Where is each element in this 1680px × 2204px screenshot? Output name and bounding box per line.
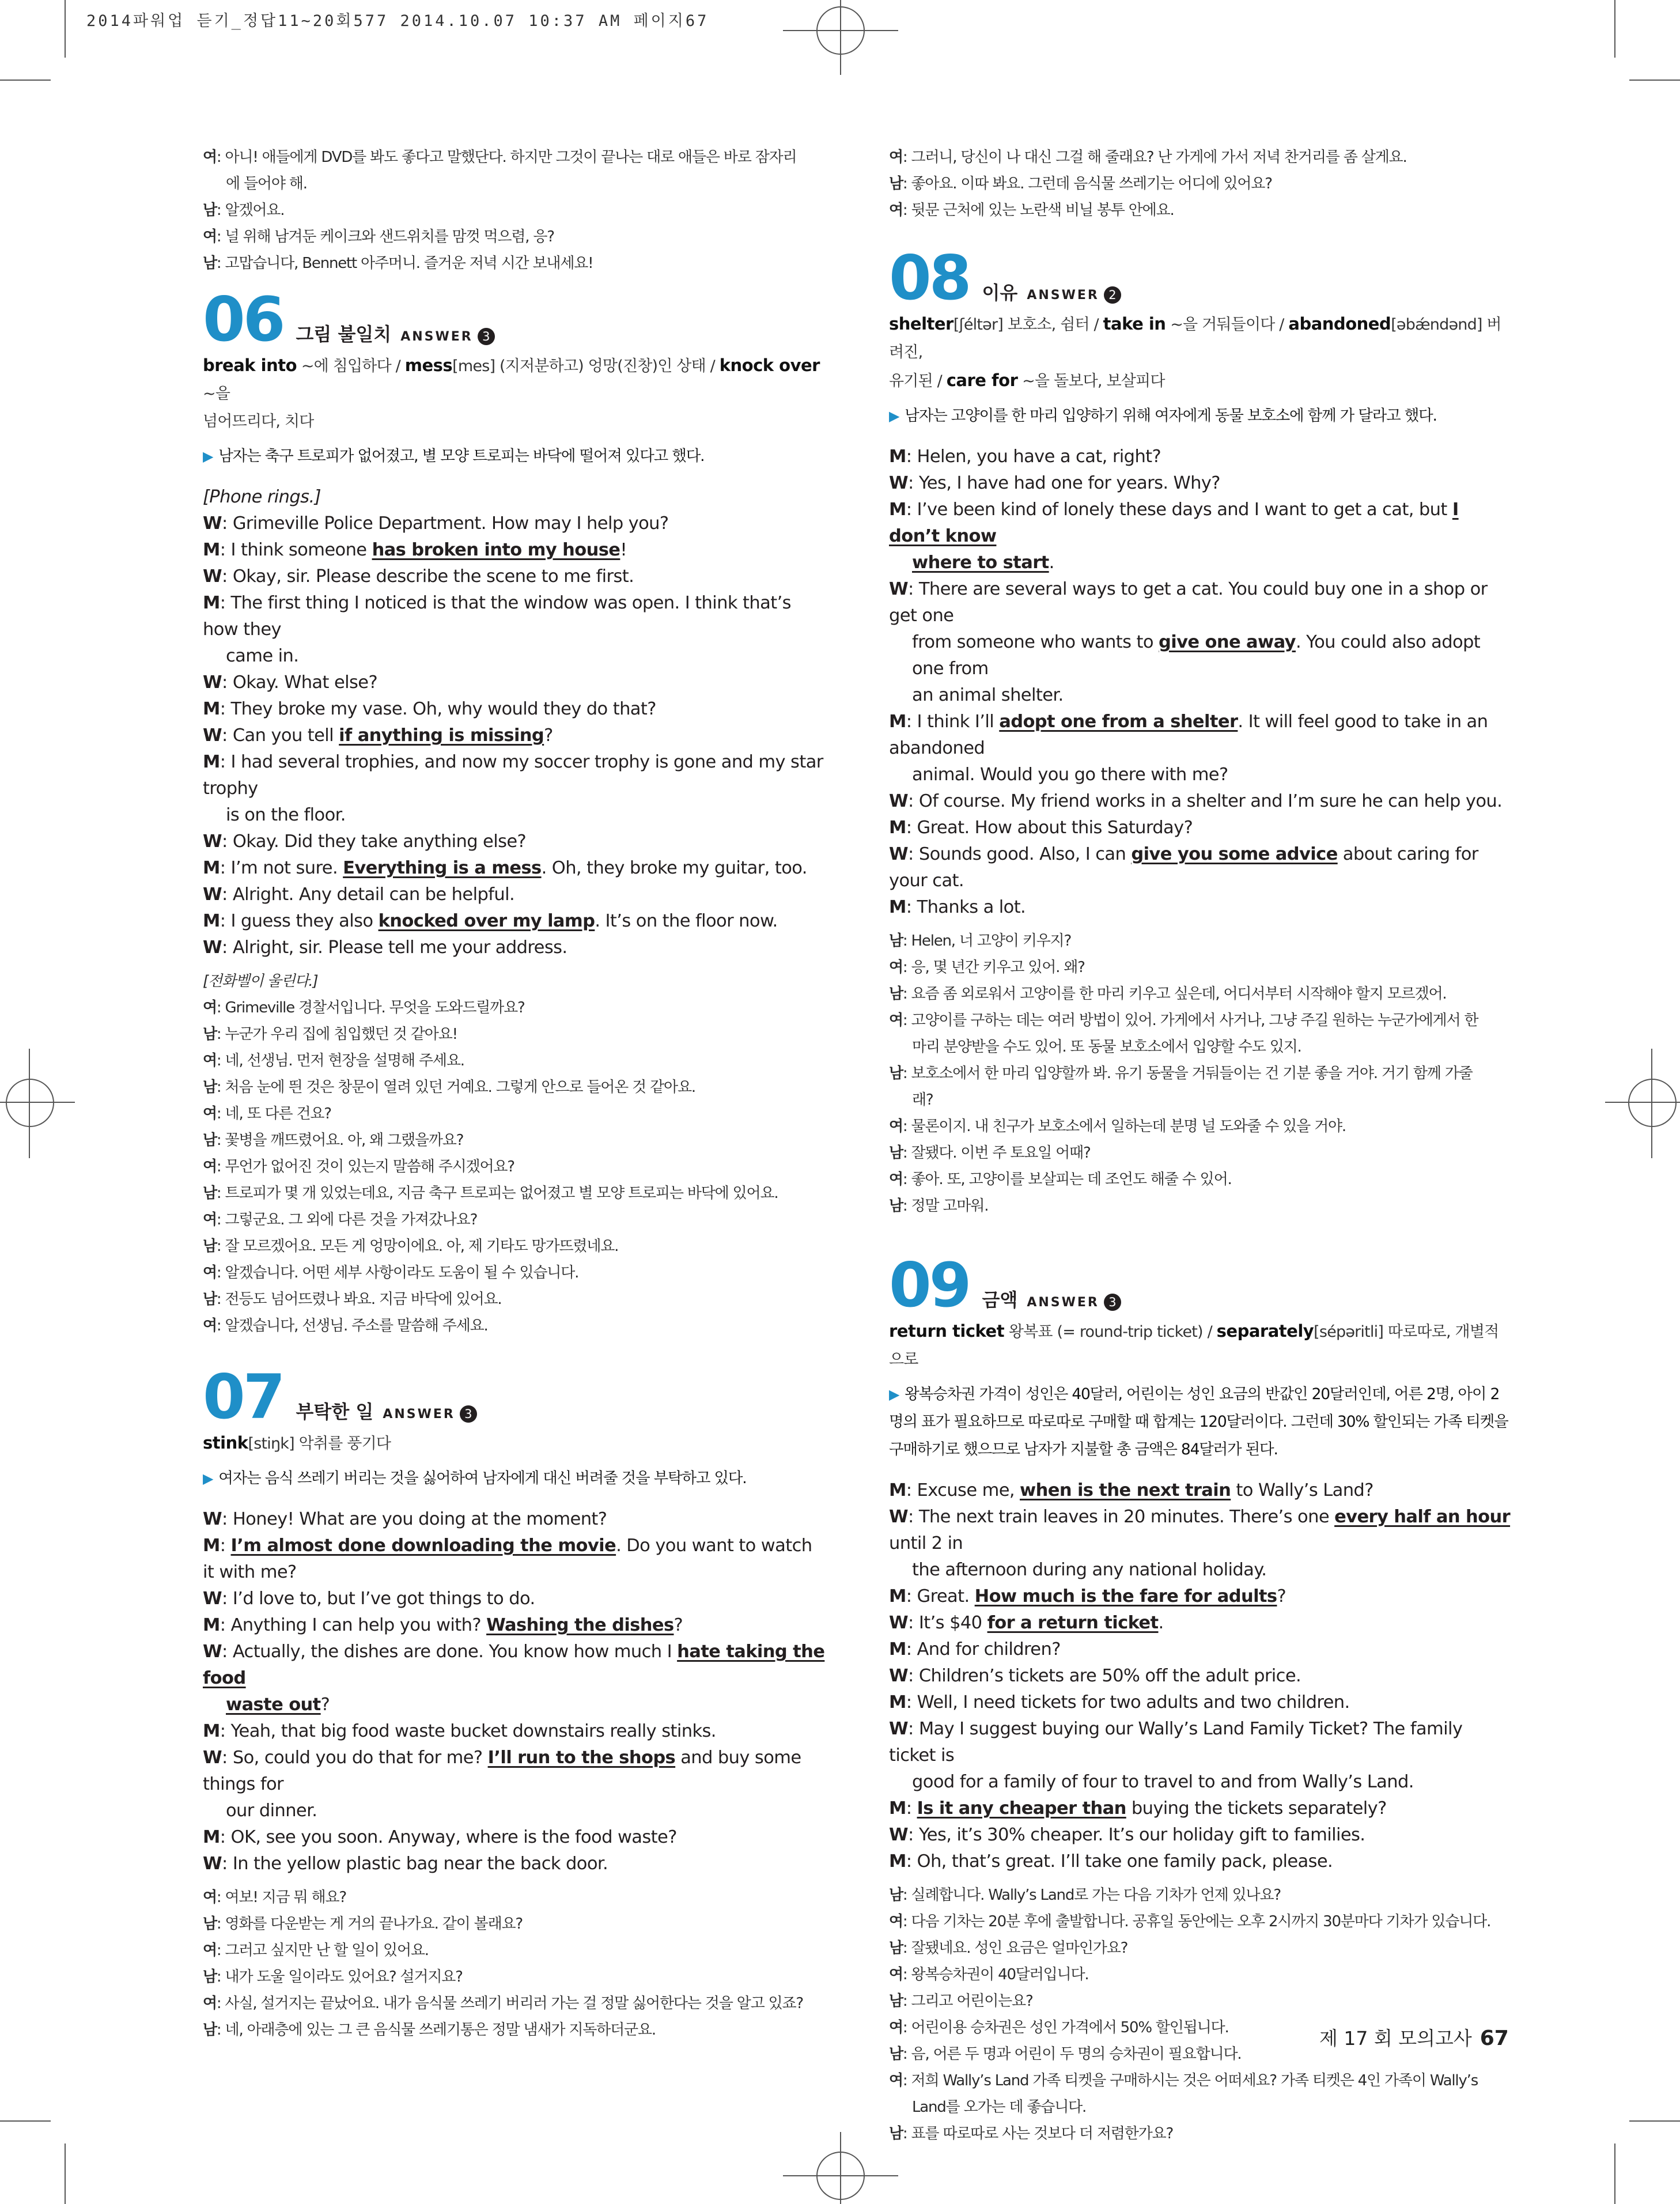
dialogue-line: W: Actually, the dishes are done. You know how much I hate taking the food <box>203 1642 825 1688</box>
speaker-label: W <box>889 473 909 493</box>
korean-line: 에 들어야 해. <box>226 175 307 192</box>
answer-blank: every half an hour <box>1334 1507 1511 1527</box>
speaker-label: W <box>203 1748 222 1768</box>
speaker-label: W <box>203 884 222 905</box>
speaker-label: 남 <box>889 2046 903 2063</box>
korean-line: 여: Grimeville 경찰서입니다. 무엇을 도와드릴까요? <box>203 999 525 1016</box>
speaker-label: 남 <box>203 1968 217 1986</box>
speaker-label: M <box>203 699 220 719</box>
korean-line: 여: 아니! 애들에게 DVD를 봐도 좋다고 말했단다. 하지만 그것이 끝나는 대로 애들은 바로 잠자리 <box>203 149 797 166</box>
triangle-icon: ▶ <box>203 1470 213 1487</box>
speaker-label: 여 <box>889 959 903 976</box>
dialogue-line: good for a family of four to travel to and from Wally’s Land. <box>912 1772 1414 1792</box>
vocab-definition: 왕복표 (= round-trip ticket) / <box>1004 1323 1217 1341</box>
speaker-label: W <box>203 672 222 693</box>
question-title: 금액 <box>982 1289 1018 1311</box>
korean-line: 여: 응, 몇 년간 키우고 있어. 왜? <box>889 959 1085 976</box>
q07-summary <box>203 1465 825 1492</box>
speaker-label: 남 <box>203 1185 217 1202</box>
answer-badge: 3 <box>478 328 495 345</box>
speaker-label: M <box>889 1851 906 1872</box>
dialogue-line: W: The next train leaves in 20 minutes. There’s one every half an hour until 2 in <box>889 1507 1511 1553</box>
vocab-definition: ~을 거둬들이다 / <box>1166 316 1289 334</box>
dialogue-line: W: May I suggest buying our Wally’s Land Family Ticket? The family ticket is <box>889 1719 1463 1766</box>
q06-summary <box>203 443 825 470</box>
speaker-label: 여 <box>203 1211 217 1228</box>
speaker-label: 남 <box>203 2021 217 2039</box>
speaker-label: 남 <box>889 1940 903 1957</box>
korean-line: 여: 다음 기차는 20분 후에 출발합니다. 공휴일 동안에는 오후 2시까지 30분마다 기차가 있습니다. <box>889 1913 1491 1930</box>
korean-line: 남: 음, 어른 두 명과 어린이 두 명의 승차권이 필요합니다. <box>889 2046 1242 2063</box>
dialogue-line: waste out? <box>226 1695 330 1715</box>
dialogue-line: M: Is it any cheaper than buying the tickets separately? <box>889 1798 1387 1819</box>
q07-dialogue-korean <box>203 1884 825 2043</box>
speaker-label: W <box>889 1613 909 1633</box>
dialogue-line: M: I think I’ll adopt one from a shelter. It will feel good to take in an abandoned <box>889 712 1488 758</box>
question-title: 이유 <box>982 282 1018 304</box>
korean-line: 남: 내가 도울 일이라도 있어요? 설거지요? <box>203 1968 463 1986</box>
q06-heading <box>203 284 825 355</box>
dialogue-line: M: I had several trophies, and now my soccer trophy is gone and my star trophy <box>203 752 823 799</box>
answer-badge: 3 <box>1104 1294 1121 1311</box>
question-number: 09 <box>889 1250 970 1321</box>
dialogue-line: M: Great. How much is the fare for adults? <box>889 1586 1287 1606</box>
speaker-label: 여 <box>889 1913 903 1930</box>
speaker-label: W <box>203 1509 222 1529</box>
korean-line: 여: 알겠습니다. 어떤 세부 사항이라도 도움이 될 수 있습니다. <box>203 1264 579 1281</box>
q09-summary <box>889 1381 1511 1464</box>
speaker-label: M <box>889 1586 906 1606</box>
summary-text: 남자는 축구 트로피가 없어졌고, 별 모양 트로피는 바닥에 떨어져 있다고 했다. <box>218 447 705 465</box>
speaker-label: 여 <box>203 1105 217 1122</box>
korean-line: 여: 그러니, 당신이 나 대신 그걸 해 줄래요? 난 가게에 가서 저녁 찬거리를 좀 살게요. <box>889 149 1407 166</box>
q09-dialogue-english <box>889 1477 1511 1875</box>
vocab-term: stink <box>203 1433 248 1453</box>
korean-line: 남: 정말 고마워. <box>889 1197 989 1215</box>
speaker-label: M <box>889 447 906 467</box>
korean-line: 여: 왕복승차권이 40달러입니다. <box>889 1966 1089 1983</box>
speaker-label: M <box>203 1827 220 1847</box>
q07-vocabulary <box>203 1429 825 1458</box>
korean-line: 남: 잘됐다. 이번 주 토요일 어때? <box>889 1144 1091 1162</box>
dialogue-line: M: They broke my vase. Oh, why would they do that? <box>203 699 656 719</box>
korean-line: 남: 트로피가 몇 개 있었는데요, 지금 축구 트로피는 없어졌고 별 모양 트로피는 바닥에 있어요. <box>203 1185 778 1202</box>
dialogue-line: W: So, could you do that for me? I’ll run to the shops and buy some things for <box>203 1748 801 1794</box>
speaker-label: 여 <box>203 999 217 1016</box>
korean-stage-direction: [전화벨이 울린다.] <box>203 973 318 990</box>
stage-direction: [Phone rings.] <box>203 487 321 507</box>
dialogue-line: an animal shelter. <box>912 685 1064 705</box>
speaker-label: W <box>889 1825 909 1845</box>
speaker-label: 여 <box>203 1942 217 1959</box>
korean-line: 남: 꽃병을 깨뜨렸어요. 아, 왜 그랬을까요? <box>203 1132 464 1149</box>
dialogue-line: W: Of course. My friend works in a shelter and I’m sure he can help you. <box>889 791 1503 811</box>
speaker-label: 남 <box>889 932 903 950</box>
vocab-definition: ~을 <box>203 385 230 403</box>
answer-blank: if anything is missing <box>339 725 544 746</box>
speaker-label: 여 <box>889 1118 903 1135</box>
answer-blank: Washing the dishes <box>486 1615 674 1635</box>
korean-line: 남: 요즘 좀 외로워서 고양이를 한 마리 키우고 싶은데, 어디서부터 시작해야 할지 모르겠어. <box>889 985 1447 1003</box>
vocab-definition: [əbǽndənd] 버려진, <box>889 316 1501 361</box>
q06-vocabulary-cont: 넘어뜨리다, 치다 <box>203 413 314 430</box>
question-number: 06 <box>203 284 283 355</box>
korean-line: 여: 무언가 없어진 것이 있는지 말씀해 주시겠어요? <box>203 1158 514 1175</box>
dialogue-line: M: I think someone has broken into my house! <box>203 540 627 560</box>
q06-vocabulary <box>203 351 825 408</box>
vocab-term: separately <box>1216 1321 1314 1341</box>
q07-heading <box>203 1362 825 1432</box>
vocab-definition: [ʃéltər] 보호소, 쉼터 / <box>953 316 1103 334</box>
korean-line: 남: 그리고 어린이는요? <box>889 1993 1033 2010</box>
summary-line: 구매하기로 했으므로 남자가 지불할 총 금액은 84달러가 된다. <box>889 1441 1278 1458</box>
dialogue-line: W: Yes, I have had one for years. Why? <box>889 473 1220 493</box>
speaker-label: 남 <box>203 1291 217 1308</box>
answer-blank: I’ll run to the shops <box>487 1748 676 1768</box>
korean-line: 남: Helen, 너 고양이 키우지? <box>889 932 1072 950</box>
answer-blank: adopt one from a shelter <box>999 712 1238 732</box>
print-header: 2014파워업 듣기_정답11~20회577 2014.10.07 10:37 AM 페이지67 <box>86 12 709 30</box>
dialogue-line: M: Helen, you have a cat, right? <box>889 447 1161 467</box>
speaker-label: 남 <box>203 1079 217 1096</box>
speaker-label: M <box>203 858 220 878</box>
speaker-label: W <box>889 1507 909 1527</box>
dialogue-line: W: Grimeville Police Department. How may I help you? <box>203 513 669 534</box>
speaker-label: 남 <box>889 985 903 1003</box>
vocab-term: care for <box>946 371 1018 390</box>
speaker-label: M <box>889 818 906 838</box>
answer-blank: hate taking the food <box>203 1642 825 1688</box>
q09-dialogue-korean <box>889 1882 1511 2147</box>
right-column <box>889 144 1511 2147</box>
speaker-label: 남 <box>203 1132 217 1149</box>
question-title: 부탁한 일 <box>296 1401 374 1423</box>
dialogue-line: W: Yes, it’s 30% cheaper. It’s our holiday gift to families. <box>889 1825 1365 1845</box>
vocab-definition: ~에 침입하다 / <box>297 357 405 375</box>
dialogue-line: W: Okay, sir. Please describe the scene to me first. <box>203 566 634 587</box>
speaker-label: 남 <box>203 1026 217 1043</box>
speaker-label: 여 <box>203 1052 217 1069</box>
korean-line: 여: 어린이용 승차권은 성인 가격에서 50% 할인됩니다. <box>889 2019 1229 2036</box>
answer-blank: waste out <box>226 1695 321 1715</box>
dialogue-line: W: Can you tell if anything is missing? <box>203 725 553 746</box>
dialogue-line: animal. Would you go there with me? <box>912 765 1228 785</box>
speaker-label: M <box>203 911 220 931</box>
speaker-label: W <box>889 844 909 864</box>
speaker-label: M <box>889 1639 906 1659</box>
dialogue-line: W: Sounds good. Also, I can give you some advice about caring for your cat. <box>889 844 1478 891</box>
korean-line: 래? <box>912 1091 933 1109</box>
dialogue-line: M: I’m not sure. Everything is a mess. Oh, they broke my guitar, too. <box>203 858 807 878</box>
answer-label: ANSWER <box>383 1407 455 1422</box>
korean-line: 남: 좋아요. 이따 봐요. 그런데 음식물 쓰레기는 어디에 있어요? <box>889 175 1272 192</box>
korean-line: 여: 저희 Wally’s Land 가족 티켓을 구매하시는 것은 어떠세요? 가족 티켓은 4인 가족이 Wally’s <box>889 2072 1478 2089</box>
speaker-label: 남 <box>203 1915 217 1933</box>
speaker-label: 여 <box>889 2019 903 2036</box>
answer-blank: I’m almost done downloading the movie <box>230 1536 616 1556</box>
dialogue-line: M: Oh, that’s great. I’ll take one family pack, please. <box>889 1851 1333 1872</box>
dialogue-line: W: Children’s tickets are 50% off the adult price. <box>889 1666 1301 1686</box>
q08-heading <box>889 243 1511 313</box>
korean-line: 마리 분양받을 수도 있어. 또 동물 보호소에서 입양할 수도 있지. <box>912 1038 1301 1056</box>
speaker-label: M <box>889 1692 906 1712</box>
q08-dialogue-korean <box>889 928 1511 1219</box>
answer-blank: knocked over my lamp <box>378 911 595 931</box>
speaker-label: M <box>203 1536 220 1556</box>
vocab-definition: [stiŋk] 악취를 풍기다 <box>248 1435 391 1453</box>
korean-line: 여: 물론이지. 내 친구가 보호소에서 일하는데 분명 널 도와줄 수 있을 거야. <box>889 1118 1346 1135</box>
vocab-definition: [sépəritli] 따로따로, 개별적으로 <box>889 1323 1499 1368</box>
question-number: 08 <box>889 243 970 313</box>
speaker-label: M <box>889 1480 906 1500</box>
speaker-label: 여 <box>889 149 903 166</box>
q08-summary <box>889 402 1511 430</box>
answer-blank: for a return ticket <box>987 1613 1159 1633</box>
korean-line: 여: 고양이를 구하는 데는 여러 방법이 있어. 가게에서 사거나, 그냥 주길 원하는 누군가에게서 한 <box>889 1012 1478 1029</box>
answer-blank: has broken into my house <box>372 540 620 560</box>
dialogue-line: W: I’d love to, but I’ve got things to do. <box>203 1589 535 1609</box>
answer-blank: Is it any cheaper than <box>917 1798 1126 1819</box>
korean-line: 남: 잘됐네요. 성인 요금은 얼마인가요? <box>889 1940 1128 1957</box>
speaker-label: M <box>889 897 906 917</box>
dialogue-line: W: Honey! What are you doing at the moment? <box>203 1509 607 1529</box>
dialogue-line: M: And for children? <box>889 1639 1061 1659</box>
vocab-definition: [mes] (지저분하고) 엉망(진창)인 상태 / <box>452 357 720 375</box>
speaker-label: 여 <box>203 1889 217 1906</box>
speaker-label: W <box>889 579 909 599</box>
speaker-label: M <box>889 712 906 732</box>
speaker-label: M <box>889 500 906 520</box>
speaker-label: W <box>203 1854 222 1874</box>
speaker-label: W <box>889 1719 909 1739</box>
summary-line: ▶ 왕복승차권 가격이 성인은 40달러, 어린이는 성인 요금의 반값인 20달러인데, 어른 2명, 아이 2 <box>889 1385 1500 1403</box>
dialogue-line: W: Alright, sir. Please tell me your address. <box>203 937 567 958</box>
intro-korean <box>889 144 1511 224</box>
triangle-icon: ▶ <box>889 1386 899 1402</box>
korean-line: 남: 고맙습니다, Bennett 아주머니. 즐거운 저녁 시간 보내세요! <box>203 255 593 272</box>
dialogue-line: W: Okay. What else? <box>203 672 378 693</box>
korean-line: 여: 알겠습니다, 선생님. 주소를 말씀해 주세요. <box>203 1317 488 1335</box>
speaker-label: M <box>203 540 220 560</box>
dialogue-line: W: There are several ways to get a cat. You could buy one in a shop or get one <box>889 579 1488 626</box>
answer-label: ANSWER <box>400 330 473 344</box>
dialogue-line: came in. <box>226 646 299 666</box>
speaker-label: 여 <box>889 1171 903 1188</box>
speaker-label: 남 <box>889 1144 903 1162</box>
korean-line: 남: 보호소에서 한 마리 입양할까 봐. 유기 동물을 거둬들이는 건 기분 좋을 거야. 거기 함께 가줄 <box>889 1065 1473 1082</box>
q08-vocabulary <box>889 310 1511 366</box>
korean-line: 여: 널 위해 남겨둔 케이크와 샌드위치를 맘껏 먹으렴, 응? <box>203 228 554 245</box>
q08-vocabulary-cont <box>889 366 1511 395</box>
dialogue-line: our dinner. <box>226 1801 317 1821</box>
answer-label: ANSWER <box>1027 1295 1099 1310</box>
korean-line: 남: 영화를 다운받는 게 거의 끝나가요. 같이 볼래요? <box>203 1915 523 1933</box>
page-number: 67 <box>1480 2027 1509 2050</box>
speaker-label: W <box>203 831 222 852</box>
dialogue-line: M: Excuse me, when is the next train to Wally’s Land? <box>889 1480 1373 1500</box>
speaker-label: 여 <box>889 202 903 219</box>
vocab-definition: 유기된 / <box>889 372 947 390</box>
speaker-label: 여 <box>203 1158 217 1175</box>
answer-badge: 2 <box>1104 286 1121 304</box>
speaker-label: M <box>889 1798 906 1819</box>
speaker-label: M <box>203 593 220 613</box>
korean-line: 여: 사실, 설거지는 끝났어요. 내가 음식물 쓰레기 버리러 가는 걸 정말 싫어한다는 것을 알고 있죠? <box>203 1995 804 2012</box>
dialogue-line: M: Well, I need tickets for two adults and two children. <box>889 1692 1350 1712</box>
speaker-label: 남 <box>889 1887 903 1904</box>
summary-text: 여자는 음식 쓰레기 버리는 것을 싫어하여 남자에게 대신 버려줄 것을 부탁하고 있다. <box>218 1469 747 1487</box>
speaker-label: 남 <box>889 1197 903 1215</box>
speaker-label: W <box>203 937 222 958</box>
speaker-label: 남 <box>889 1065 903 1082</box>
summary-line: 명의 표가 필요하므로 따로따로 구매할 때 합계는 120달러이다. 그런데 30% 할인되는 가족 티켓을 <box>889 1413 1508 1431</box>
dialogue-line: M: I’ve been kind of lonely these days and I want to get a cat, but I don’t know <box>889 500 1459 546</box>
korean-line: 남: 누군가 우리 집에 침입했던 것 같아요! <box>203 1026 457 1043</box>
korean-line: 남: 처음 눈에 띈 것은 창문이 열려 있던 거예요. 그렇게 안으로 들어온 것 같아요. <box>203 1079 695 1096</box>
q09-vocabulary <box>889 1317 1511 1374</box>
korean-line: 남: 알겠어요. <box>203 202 285 219</box>
answer-blank: How much is the fare for adults <box>974 1586 1277 1606</box>
footer-label: 제 17 회 모의고사 <box>1319 2027 1472 2050</box>
dialogue-line: M: The first thing I noticed is that the window was open. I think that’s how they <box>203 593 791 640</box>
intro-korean <box>203 144 825 277</box>
triangle-icon: ▶ <box>203 448 213 464</box>
triangle-icon: ▶ <box>889 408 899 424</box>
speaker-label: 남 <box>203 202 217 219</box>
q09-heading <box>889 1250 1511 1321</box>
q06-dialogue-korean <box>203 995 825 1339</box>
korean-line: 남: 네, 아래층에 있는 그 큰 음식물 쓰레기통은 정말 냄새가 지독하더군요. <box>203 2021 656 2039</box>
korean-line: 여: 여보! 지금 뭐 해요? <box>203 1889 346 1906</box>
question-title: 그림 불일치 <box>296 323 392 345</box>
korean-line: 여: 네, 선생님. 먼저 현장을 설명해 주세요. <box>203 1052 464 1069</box>
korean-line: 여: 그렇군요. 그 외에 다른 것을 가져갔나요? <box>203 1211 478 1228</box>
vocab-term: take in <box>1103 314 1166 334</box>
speaker-label: 여 <box>889 2072 903 2089</box>
dialogue-line: M: OK, see you soon. Anyway, where is the food waste? <box>203 1827 677 1847</box>
vocab-term: abandoned <box>1288 314 1391 334</box>
q07-dialogue-english <box>203 1506 825 1877</box>
dialogue-line: from someone who wants to give one away. You could also adopt one from <box>912 632 1481 679</box>
speaker-label: W <box>203 1642 222 1662</box>
dialogue-line: M: Yeah, that big food waste bucket downstairs really stinks. <box>203 1721 716 1741</box>
dialogue-line: W: Alright. Any detail can be helpful. <box>203 884 515 905</box>
speaker-label: W <box>203 513 222 534</box>
dialogue-line: M: I’m almost done downloading the movie. Do you want to watch it with me? <box>203 1536 812 1582</box>
dialogue-line: M: Anything I can help you with? Washing the dishes? <box>203 1615 683 1635</box>
dialogue-line: M: Thanks a lot. <box>889 897 1026 917</box>
answer-label: ANSWER <box>1027 288 1099 303</box>
speaker-label: 남 <box>889 175 903 192</box>
page-footer <box>1319 2024 1509 2051</box>
korean-line: Land를 오가는 데 좋습니다. <box>912 2099 1087 2116</box>
speaker-label: 여 <box>203 1317 217 1335</box>
speaker-label: W <box>203 1589 222 1609</box>
korean-line: 남: 잘 모르겠어요. 모든 게 엉망이에요. 아, 제 기타도 망가뜨렸네요. <box>203 1238 619 1255</box>
dialogue-line: W: In the yellow plastic bag near the back door. <box>203 1854 608 1874</box>
korean-line: 여: 그러고 싶지만 난 할 일이 있어요. <box>203 1942 429 1959</box>
speaker-label: W <box>889 1666 909 1686</box>
dialogue-line: is on the floor. <box>226 805 346 825</box>
answer-blank: Everything is a mess <box>343 858 542 878</box>
vocab-term: return ticket <box>889 1321 1005 1341</box>
speaker-label: 여 <box>203 228 217 245</box>
speaker-label: 남 <box>889 1993 903 2010</box>
speaker-label: W <box>203 725 222 746</box>
korean-line: 남: 표를 따로따로 사는 것보다 더 저렴한가요? <box>889 2125 1174 2142</box>
speaker-label: 남 <box>203 255 217 272</box>
speaker-label: 여 <box>203 1264 217 1281</box>
korean-line: 여: 뒷문 근처에 있는 노란색 비닐 봉투 안에요. <box>889 202 1174 219</box>
dialogue-line: where to start. <box>912 553 1054 573</box>
dialogue-line: the afternoon during any national holiday. <box>912 1560 1267 1580</box>
dialogue-line: W: It’s $40 for a return ticket. <box>889 1613 1164 1633</box>
dialogue-line: M: I guess they also knocked over my lamp. It’s on the floor now. <box>203 911 778 931</box>
vocab-term: mess <box>404 356 453 375</box>
speaker-label: M <box>203 752 220 772</box>
answer-badge: 3 <box>460 1405 477 1423</box>
speaker-label: W <box>203 566 222 587</box>
dialogue-line: M: Great. How about this Saturday? <box>889 818 1193 838</box>
speaker-label: 여 <box>889 1012 903 1029</box>
vocab-term: break into <box>203 356 297 375</box>
korean-line: 남: 전등도 넘어뜨렸나 봐요. 지금 바닥에 있어요. <box>203 1291 502 1308</box>
speaker-label: W <box>889 791 909 811</box>
dialogue-line: W: Okay. Did they take anything else? <box>203 831 527 852</box>
korean-line: 여: 좋아. 또, 고양이를 보살피는 데 조언도 해줄 수 있어. <box>889 1171 1232 1188</box>
vocab-definition: ~을 돌보다, 보살피다 <box>1017 372 1165 390</box>
answer-blank: when is the next train <box>1020 1480 1231 1500</box>
answer-blank: give you some advice <box>1131 844 1338 864</box>
vocab-term: knock over <box>719 356 820 375</box>
korean-line: 남: 실례합니다. Wally’s Land로 가는 다음 기차가 언제 있나요? <box>889 1887 1281 1904</box>
answer-blank: give one away <box>1159 632 1296 652</box>
speaker-label: 남 <box>889 2125 903 2142</box>
korean-line: 여: 네, 또 다른 건요? <box>203 1105 331 1122</box>
answer-blank: I don’t know <box>889 500 1459 546</box>
speaker-label: 남 <box>203 1238 217 1255</box>
speaker-label: 여 <box>889 1966 903 1983</box>
speaker-label: 여 <box>203 149 217 166</box>
speaker-label: M <box>203 1721 220 1741</box>
left-column <box>203 144 825 2043</box>
speaker-label: 여 <box>203 1995 217 2012</box>
summary-text: 남자는 고양이를 한 마리 입양하기 위해 여자에게 동물 보호소에 함께 가 달라고 했다. <box>905 407 1437 425</box>
question-number: 07 <box>203 1362 283 1432</box>
q06-dialogue-english <box>203 511 825 961</box>
vocab-term: shelter <box>889 314 953 334</box>
answer-blank: where to start <box>912 553 1049 573</box>
speaker-label: M <box>203 1615 220 1635</box>
q08-dialogue-english <box>889 444 1511 921</box>
